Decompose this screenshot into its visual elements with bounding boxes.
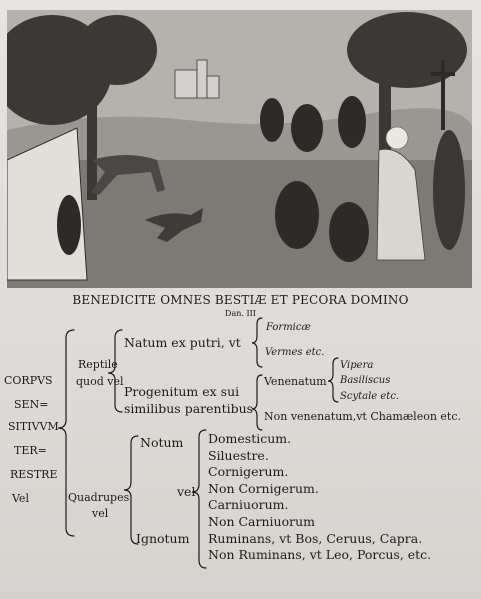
natum-item-vermes: Vermes etc. [265,347,325,358]
reptile-label: Reptile [78,358,118,371]
root-line-1: CORPVS [4,374,53,387]
root-line-5: RESTRE [10,468,58,481]
quadrupes-item-non-carniuorum: Non Carniuorum [208,514,315,529]
quadrupes-label: Quadrupes [68,491,130,504]
quadrupes-sublabel: vel [92,507,109,520]
venenatum-item-scytale: Scytale etc. [340,391,400,402]
root-line-2: SEN= [14,398,49,411]
venenatum-item-vipera: Vipera [340,360,374,371]
quadrupes-vel-label: vel [177,484,196,499]
root-line-3: SITIVVM [8,420,59,433]
engraving-illustration [7,10,472,288]
natum-label: Natum ex putri, vt [124,335,241,350]
natum-item-formicae: Formicæ [266,322,311,333]
progenitum-sublabel: similibus parentibus [124,401,254,416]
quadrupes-item-cornigerum: Cornigerum. [208,464,289,479]
root-line-6: Vel [12,492,29,505]
scripture-reference: Dan. III [225,309,256,318]
venenatum-item-basiliscus: Basiliscus [340,375,391,386]
reptile-sublabel: quod vel [76,375,124,388]
quadrupes-item-non-ruminans: Non Ruminans, vt Leo, Porcus, etc. [208,547,432,562]
quadrupes-item-siluestre: Siluestre. [208,448,269,463]
quadrupes-item-ruminans: Ruminans, vt Bos, Ceruus, Capra. [208,531,423,546]
venenatum-label: Venenatum [264,375,327,388]
quadrupes-item-carniuorum: Carniuorum. [208,497,289,512]
quadrupes-item-domesticum: Domesticum. [208,431,292,446]
non-venenatum-label: Non venenatum,vt Chamæleon etc. [264,410,462,423]
quadrupes-item-non-cornigerum: Non Cornigerum. [208,481,319,496]
notum-label: Notum [140,435,184,450]
root-line-4: TER= [14,444,47,457]
progenitum-label: Progenitum ex sui [124,384,240,399]
page-title: BENEDICITE OMNES BESTIÆ ET PECORA DOMINO [72,293,409,307]
ignotum-label: Ignotum [136,531,190,546]
